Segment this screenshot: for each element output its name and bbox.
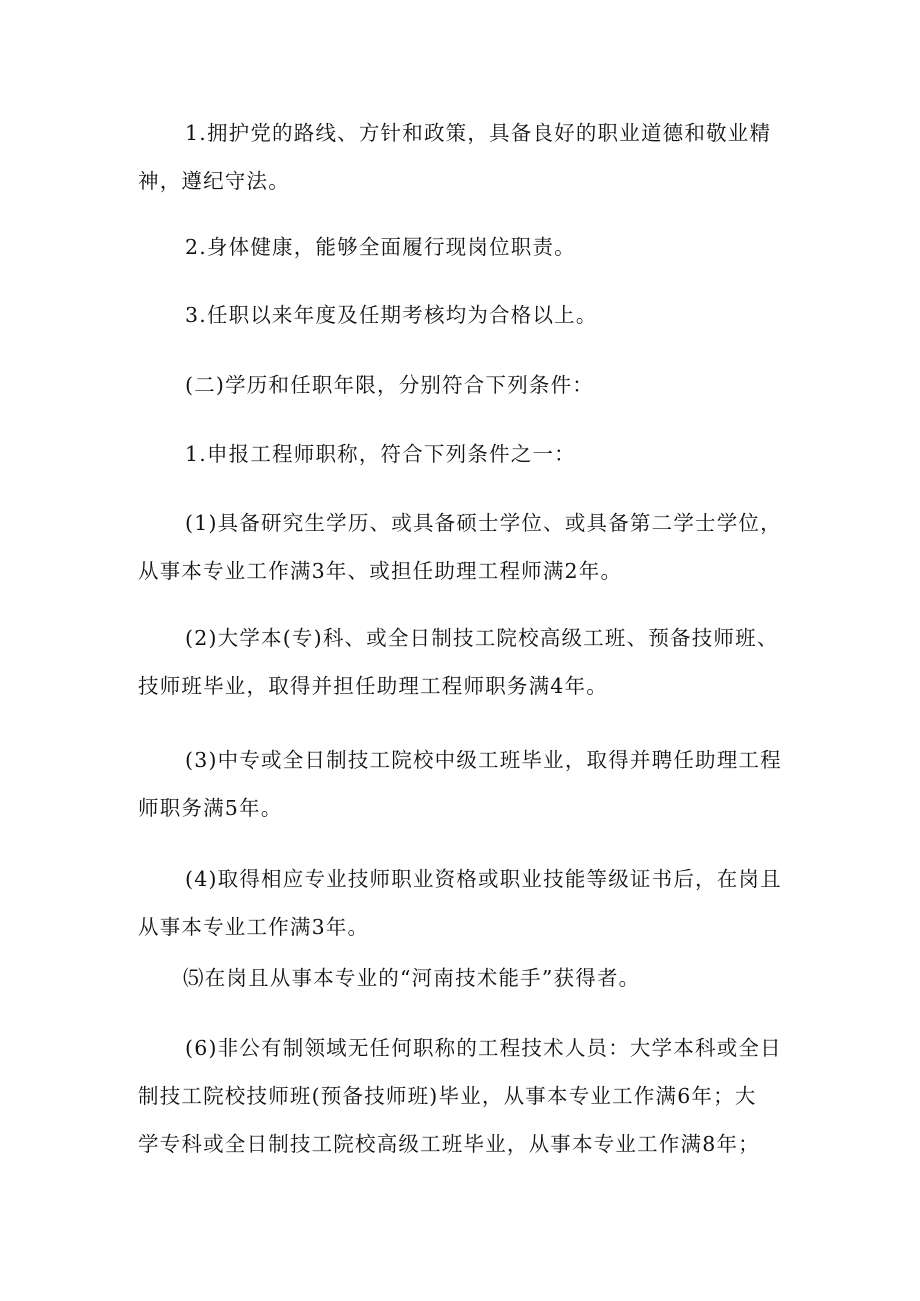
- paragraph-health-requirement: [138, 223, 778, 271]
- list-item-condition-2: [138, 614, 778, 710]
- paragraph-line: (1)具备研究生学历、或具备硕士学位、或具备第二学士学位，: [185, 511, 782, 535]
- list-item-condition-5: [138, 954, 778, 1002]
- paragraph-line: 从事本专业工作满3年、或担任助理工程师满2年。: [138, 559, 623, 583]
- paragraph-line: 2.身体健康，能够全面履行现岗位职责。: [185, 235, 576, 259]
- paragraph-line: 学专科或全日制技工院校高级工班毕业，从事本专业工作满8年；: [138, 1132, 760, 1156]
- paragraph-line: 从事本专业工作满3年。: [138, 915, 370, 939]
- section-heading-education: [138, 361, 778, 409]
- paragraph-line: 技师班毕业，取得并担任助理工程师职务满4年。: [138, 674, 608, 698]
- paragraph-engineer-title: [138, 430, 778, 478]
- paragraph-line: 神，遵纪守法。: [138, 169, 290, 193]
- paragraph-line: (4)取得相应专业技师职业资格或职业技能等级证书后，在岗且: [185, 867, 782, 891]
- paragraph-line: (2)大学本(专)科、或全日制技工院校高级工班、预备技师班、: [185, 626, 779, 650]
- paragraph-line: (3)中专或全日制技工院校中级工班毕业，取得并聘任助理工程: [185, 748, 782, 772]
- paragraph-line: 1.申报工程师职称，符合下列条件之一：: [185, 442, 576, 466]
- paragraph-assessment-requirement: [138, 291, 778, 339]
- paragraph-line: (二)学历和任职年限，分别符合下列条件：: [185, 373, 594, 397]
- list-item-condition-4: [138, 855, 782, 951]
- list-item-condition-6: [138, 1024, 782, 1168]
- paragraph-line: 师职务满5年。: [138, 796, 283, 820]
- paragraph-line: 3.任职以来年度及任期考核均为合格以上。: [185, 303, 598, 327]
- list-item-condition-1: [138, 499, 782, 595]
- paragraph-political-requirement: [138, 109, 778, 205]
- paragraph-line: 制技工院校技师班(预备技师班)毕业，从事本专业工作满6年；大: [138, 1084, 757, 1108]
- paragraph-line: 1.拥护党的路线、方针和政策，具备良好的职业道德和敬业精: [185, 121, 772, 145]
- paragraph-line: ⑸在岗且从事本专业的“河南技术能手”获得者。: [183, 966, 641, 990]
- paragraph-line: (6)非公有制领域无任何职称的工程技术人员：大学本科或全日: [185, 1036, 782, 1060]
- list-item-condition-3: [138, 736, 782, 832]
